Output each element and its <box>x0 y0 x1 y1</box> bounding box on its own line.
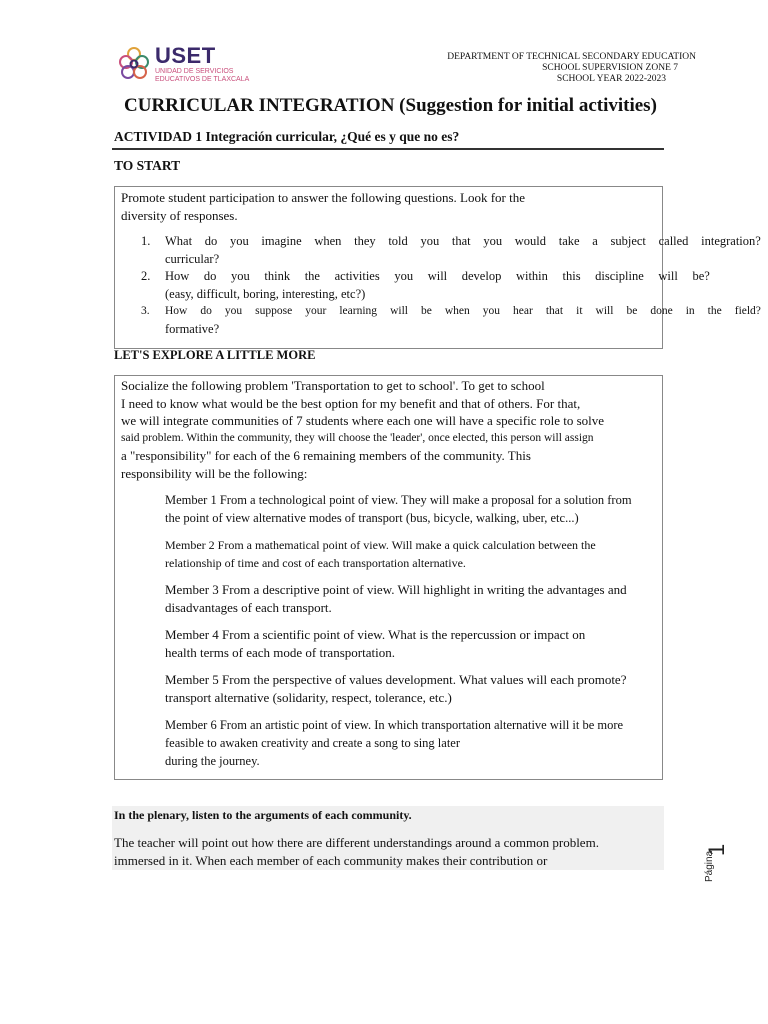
member-role-line: Member 1 From a technological point of view. They will make a proposal for a solution from <box>165 493 632 507</box>
question-word: the <box>304 269 320 283</box>
question-number: 2. <box>141 269 151 283</box>
question-line-2: curricular? <box>165 251 220 266</box>
question-word: that <box>545 305 564 317</box>
member-role-line: during the journey. <box>165 754 260 768</box>
question-word: be <box>420 305 432 317</box>
logo-subtitle-line1: UNIDAD DE SERVICIOS <box>155 68 234 75</box>
question-word: that <box>451 234 471 248</box>
question-number: 1. <box>141 234 151 248</box>
member-roles-list <box>165 491 660 779</box>
logo-subtitle-line2: EDUCATIVOS DE TLAXCALA <box>155 76 250 83</box>
member-role-line: transport alternative (solidarity, respect, tolerance, etc.) <box>165 690 452 705</box>
problem-box <box>114 375 663 780</box>
question-word: think <box>264 269 291 283</box>
flower-logo-icon <box>117 46 151 82</box>
problem-line: Socialize the following problem 'Transportation to get to school'. To get to school <box>121 378 545 393</box>
member-role-line: relationship of time and cost of each transportation alternative. <box>165 556 466 570</box>
questions-box <box>114 186 761 349</box>
question-word: How <box>165 269 190 283</box>
page-number: 1 <box>704 843 729 856</box>
question-word: you <box>483 234 503 248</box>
page-title: CURRICULAR INTEGRATION (Suggestion for initial activities) <box>124 95 657 116</box>
member-role-line: the point of view alternative modes of transport (bus, bicycle, walking, uber, etc...) <box>165 511 579 525</box>
question-word: imagine <box>261 234 302 248</box>
intro-line-1: Promote student participation to answer the following questions. Look for the <box>121 190 526 205</box>
question-word: field? <box>734 305 761 317</box>
question-word: this <box>562 269 581 283</box>
question-word: within <box>515 269 548 283</box>
question-word: learning <box>339 305 378 317</box>
questions-intro <box>121 189 561 225</box>
question-word: you <box>394 269 414 283</box>
member-role-2 <box>165 536 660 572</box>
question-word: do <box>200 305 212 317</box>
question-word: will <box>427 269 448 283</box>
member-role-line: Member 4 From a scientific point of view. What is the repercussion or impact on <box>165 627 586 642</box>
problem-line: a "responsibility" for each of the 6 remaining members of the community. This <box>121 448 531 463</box>
question-word: do <box>203 269 217 283</box>
question-word: How <box>165 305 188 317</box>
question-word: you <box>420 234 440 248</box>
member-role-line: Member 6 From an artistic point of view. In which transportation alternative will it be more <box>165 718 624 732</box>
header-department: DEPARTMENT OF TECHNICAL SECONDARY EDUCATION <box>447 52 696 62</box>
question-line-1 <box>165 303 761 321</box>
question-word: when <box>444 305 470 317</box>
question-number: 3. <box>141 305 150 317</box>
problem-intro <box>121 377 661 482</box>
document-header <box>396 52 696 85</box>
question-word: integration? <box>701 234 761 248</box>
member-role-line: disadvantages of each transport. <box>165 600 332 615</box>
member-role-6 <box>165 716 660 770</box>
plenary-text <box>114 834 599 870</box>
question-word: will <box>658 269 678 283</box>
question-word: be? <box>692 269 710 283</box>
question-word: in <box>685 305 695 317</box>
heading-divider <box>112 148 664 150</box>
question-word: your <box>305 305 327 317</box>
header-zone: SCHOOL SUPERVISION ZONE 7 <box>542 63 678 73</box>
question-word: hear <box>513 305 533 317</box>
plenary-line: immersed in it. When each member of each community makes their contribution or <box>114 853 548 868</box>
question-word: when <box>314 234 342 248</box>
question-word: subject <box>610 234 646 248</box>
question-word: it <box>576 305 583 317</box>
question-line-1 <box>165 268 710 286</box>
member-role-line: Member 3 From a descriptive point of view. Will highlight in writing the advantages and <box>165 582 627 597</box>
intro-line-2: diversity of responses. <box>121 208 238 223</box>
logo-wordmark: USET <box>155 43 216 68</box>
problem-line: responsibility will be the following: <box>121 465 308 481</box>
question-word: called <box>658 234 689 248</box>
question-word: a <box>592 234 598 248</box>
question-word: told <box>388 234 408 248</box>
member-role-3 <box>165 581 660 617</box>
question-word: develop <box>461 269 502 283</box>
uset-logo <box>117 44 252 86</box>
question-line-2: formative? <box>165 321 220 336</box>
question-line-2: (easy, difficult, boring, interesting, etc?) <box>165 286 366 301</box>
question-word: activities <box>334 269 380 283</box>
member-role-line: Member 2 From a mathematical point of view. Will make a quick calculation between the <box>165 538 596 552</box>
question-item <box>141 268 761 303</box>
question-item <box>141 303 761 338</box>
member-role-1 <box>165 491 660 527</box>
question-word: you <box>224 305 243 317</box>
question-word: they <box>354 234 376 248</box>
member-role-5 <box>165 671 660 707</box>
question-word: take <box>558 234 580 248</box>
problem-line: said problem. Within the community, they will choose the 'leader', once elected, this person will assign <box>121 431 594 444</box>
section-heading-to-start: TO START <box>114 158 181 173</box>
question-word: discipline <box>595 269 644 283</box>
question-word: What <box>165 234 193 248</box>
question-word: would <box>514 234 547 248</box>
question-item <box>141 233 761 268</box>
problem-line: we will integrate communities of 7 students where each one will have a specific role to solve <box>121 413 605 428</box>
question-word: do <box>204 234 218 248</box>
question-word: be <box>626 305 638 317</box>
question-word: the <box>707 305 722 317</box>
page-label: Página <box>704 850 715 882</box>
plenary-line: The teacher will point out how there are different understandings around a common problem. <box>114 835 599 850</box>
member-role-line: feasible to awaken creativity and create a song to sing later <box>165 736 461 750</box>
section-heading-explore: LET'S EXPLORE A LITTLE MORE <box>114 348 316 362</box>
question-word: will <box>595 305 614 317</box>
question-line-1 <box>165 233 761 251</box>
header-school-year: SCHOOL YEAR 2022-2023 <box>556 74 666 84</box>
plenary-heading: In the plenary, listen to the arguments of each community. <box>114 808 412 822</box>
problem-line: I need to know what would be the best option for my benefit and that of others. For that, <box>121 395 581 411</box>
question-word: will <box>390 305 408 317</box>
member-role-line: health terms of each mode of transportation. <box>165 645 395 660</box>
question-word: done <box>650 305 673 317</box>
member-role-4 <box>165 626 660 662</box>
page-number-marker <box>700 830 750 890</box>
member-role-line: Member 5 From the perspective of values development. What values will each promote? <box>165 672 627 687</box>
question-word: you <box>231 269 250 283</box>
activity-heading: ACTIVIDAD 1 Integración curricular, ¿Qué es y que no es? <box>114 129 460 144</box>
question-word: suppose <box>255 305 293 317</box>
question-word: you <box>482 305 501 317</box>
question-list <box>141 233 761 338</box>
question-word: you <box>229 234 249 248</box>
